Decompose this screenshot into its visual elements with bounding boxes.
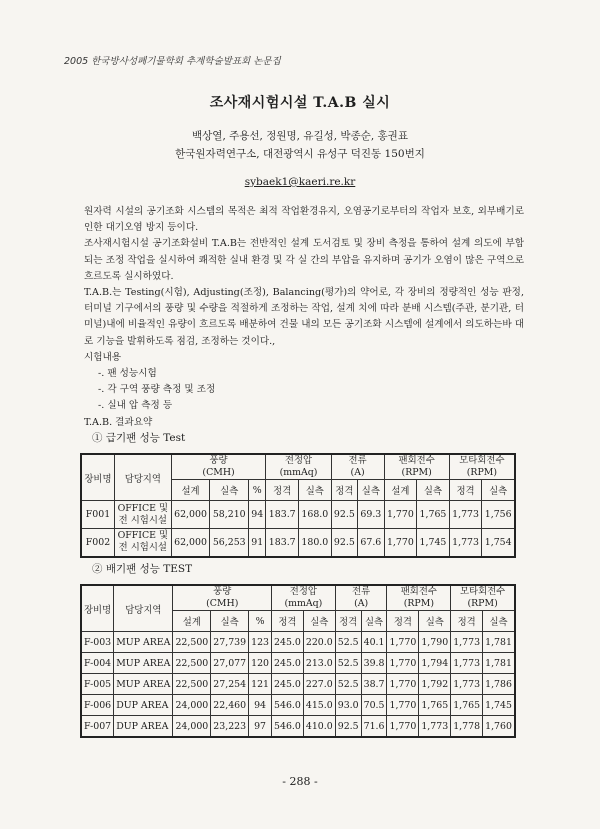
- subheader-design: 설계: [171, 480, 210, 501]
- cell-fan-design: 1,770: [384, 529, 417, 557]
- header-static-label: 전정압: [284, 455, 313, 466]
- header-static-unit: (mmAq): [284, 598, 323, 609]
- cell-fan-actual: 1,745: [417, 529, 450, 557]
- cell-zone: [114, 501, 171, 529]
- subheader-rated: 정격: [387, 611, 419, 632]
- test-contents-list: [84, 366, 524, 415]
- list-item: -. 실내 압 측정 등: [98, 400, 173, 412]
- subheader-actual: 실측: [361, 611, 387, 632]
- subheader-rated: 정격: [272, 611, 304, 632]
- cell-flow-actual: 58,210: [210, 501, 249, 529]
- cell-pct: 94: [249, 695, 272, 716]
- abstract-paragraph-3: T.A.B.는 Testing(시험), Adjusting(조정), Balancing(평가)의 약어로, 각 장비의 정량적인 성능 판정, 터미널 기구에서의 풍량 및 수량을 적절하게 조정하는 작업, 설계 치에 따라 분배 시스템(주관, 분기관, 터미널)내에 비율적인 유량이 흐르도록 배분하여 건물 내의 모든 공기조화 시스템에 설계에서 의도하는바 대로 기능을 발휘하도록 점검, 조정하는 것이다.,: [84, 287, 524, 347]
- list-item: -. 각 구역 풍량 측정 및 조정: [98, 384, 216, 396]
- cell-sp-actual: 168.0: [299, 501, 332, 529]
- subheader-actual: 실측: [358, 480, 384, 501]
- cell-cur-actual: 39.8: [361, 653, 387, 674]
- table-row: [81, 653, 515, 674]
- cell-fan-actual: 1,790: [419, 632, 451, 653]
- header-motor-rpm: [449, 454, 515, 480]
- cell-mot-rated: 1,773: [449, 501, 482, 529]
- header-fan-rpm: [387, 585, 451, 611]
- subheader-actual: 실측: [303, 611, 335, 632]
- cell-flow-design: 24,000: [173, 716, 211, 738]
- header-fan-rpm-unit: (RPM): [403, 598, 434, 609]
- header-current-label: 전류: [348, 455, 367, 466]
- paper-title: 조사재시험시설 T.A.B 실시: [209, 95, 391, 111]
- header-fan-rpm: [384, 454, 449, 480]
- test-contents-heading: 시험내용: [84, 351, 122, 363]
- author-list: 백상열, 주용선, 정원명, 유길성, 박종순, 홍권표: [192, 130, 408, 142]
- header-equip: 장비명: [81, 454, 114, 501]
- table-row: [81, 674, 515, 695]
- table-header-row: [81, 454, 515, 480]
- subheader-actual: 실측: [211, 611, 249, 632]
- cell-fan-actual: 1,765: [419, 695, 451, 716]
- table-row: [81, 632, 515, 653]
- list-item: -. 팬 성능시험: [98, 368, 157, 380]
- cell-cur-rated: 92.5: [331, 501, 357, 529]
- cell-cur-actual: 69.3: [358, 501, 384, 529]
- subheader-actual: 실측: [210, 480, 249, 501]
- cell-sp-rated: 183.7: [266, 501, 299, 529]
- header-motor-rpm-unit: (RPM): [467, 598, 498, 609]
- header-fan-rpm-label: 팬회전수: [398, 455, 435, 466]
- cell-flow-design: 24,000: [173, 695, 211, 716]
- cell-sp-rated: 183.7: [266, 529, 299, 557]
- header-motor-rpm-label: 모타회전수: [459, 586, 506, 597]
- cell-cur-actual: 40.1: [361, 632, 387, 653]
- subheader-pct: %: [249, 480, 266, 501]
- cell-sp-rated: 245.0: [272, 674, 304, 695]
- table-row: [81, 716, 515, 738]
- header-flow-unit: (CMH): [206, 598, 239, 609]
- cell-sp-actual: 180.0: [299, 529, 332, 557]
- cell-cur-rated: 93.0: [335, 695, 361, 716]
- table-row: [81, 695, 515, 716]
- cell-zone: DUP AREA: [114, 695, 173, 716]
- author-email: sybaek1@kaeri.re.kr: [244, 176, 356, 188]
- cell-cur-actual: 71.6: [361, 716, 387, 738]
- cell-zone: MUP AREA: [114, 674, 173, 695]
- cell-equip: F-005: [81, 674, 114, 695]
- cell-cur-rated: 52.5: [335, 653, 361, 674]
- cell-mot-actual: 1,786: [483, 674, 515, 695]
- subheader-pct: %: [249, 611, 272, 632]
- cell-mot-actual: 1,756: [482, 501, 515, 529]
- header-flow: [173, 585, 272, 611]
- header-flow-label: 풍량: [213, 586, 232, 597]
- cell-mot-rated: 1,778: [451, 716, 483, 738]
- exhaust-fan-table-body: [81, 632, 515, 738]
- subheader-actual: 실측: [299, 480, 332, 501]
- cell-equip: F002: [81, 529, 114, 557]
- cell-mot-actual: 1,745: [483, 695, 515, 716]
- cell-sp-actual: 410.0: [303, 716, 335, 738]
- cell-cur-rated: 92.5: [331, 529, 357, 557]
- cell-mot-rated: 1,773: [451, 632, 483, 653]
- page-number: - 288 -: [282, 775, 318, 788]
- cell-sp-actual: 415.0: [303, 695, 335, 716]
- table-row: [81, 501, 515, 529]
- subheader-actual: 실측: [419, 611, 451, 632]
- cell-sp-actual: 213.0: [303, 653, 335, 674]
- abstract-paragraph-2: 조사재시험시설 공기조화설비 T.A.B는 전반적인 설계 도서검토 및 장비 측정을 통하여 설계 의도에 부합되는 조정 작업을 실시하여 쾌적한 실내 환경 및 각 실 간의 부압을 유지하며 공기가 오염이 많은 구역으로 흐르도록 실시하였다.: [84, 238, 524, 282]
- cell-zone: DUP AREA: [114, 716, 173, 738]
- cell-cur-actual: 38.7: [361, 674, 387, 695]
- cell-mot-actual: 1,760: [483, 716, 515, 738]
- abstract-paragraph-1: 원자력 시설의 공기조화 시스템의 목적은 최적 작업환경유지, 오염공기로부터의 작업자 보호, 외부배기로 인한 대기오염 방지 등이다.: [84, 206, 524, 234]
- cell-zone: MUP AREA: [114, 632, 173, 653]
- cell-equip: F-003: [81, 632, 114, 653]
- header-current-unit: (A): [350, 467, 365, 478]
- cell-flow-design: 62,000: [171, 501, 210, 529]
- cell-cur-rated: 52.5: [335, 632, 361, 653]
- cell-fan-design: 1,770: [387, 632, 419, 653]
- cell-equip: F-004: [81, 653, 114, 674]
- cell-sp-actual: 227.0: [303, 674, 335, 695]
- cell-sp-rated: 546.0: [272, 716, 304, 738]
- header-current-label: 전류: [352, 586, 371, 597]
- cell-equip: F-006: [81, 695, 114, 716]
- subheader-rated: 정격: [331, 480, 357, 501]
- header-fan-rpm-label: 팬회전수: [400, 586, 437, 597]
- subheader-design: 설계: [173, 611, 211, 632]
- header-static: [272, 585, 336, 611]
- cell-mot-actual: 1,781: [483, 653, 515, 674]
- cell-zone-line1: OFFICE 및: [117, 530, 169, 542]
- cell-pct: 94: [249, 501, 266, 529]
- header-static-unit: (mmAq): [279, 467, 318, 478]
- header-current: [331, 454, 384, 480]
- cell-pct: 120: [249, 653, 272, 674]
- cell-mot-rated: 1,773: [449, 529, 482, 557]
- cell-flow-design: 22,500: [173, 632, 211, 653]
- cell-cur-actual: 70.5: [361, 695, 387, 716]
- cell-mot-rated: 1,765: [451, 695, 483, 716]
- cell-equip: F001: [81, 501, 114, 529]
- header-equip: 장비명: [81, 585, 114, 632]
- cell-flow-design: 22,500: [173, 653, 211, 674]
- subheader-rated: 정격: [266, 480, 299, 501]
- cell-zone-line2: 전 시험시설: [118, 514, 167, 526]
- exhaust-fan-table: [80, 584, 516, 738]
- cell-zone: MUP AREA: [114, 653, 173, 674]
- header-motor-rpm-unit: (RPM): [466, 467, 498, 478]
- header-flow: [171, 454, 266, 480]
- cell-fan-actual: 1,765: [417, 501, 450, 529]
- cell-flow-actual: 27,739: [211, 632, 249, 653]
- cell-pct: 121: [249, 674, 272, 695]
- cell-mot-rated: 1,773: [451, 674, 483, 695]
- cell-pct: 97: [249, 716, 272, 738]
- cell-pct: 123: [249, 632, 272, 653]
- header-flow-label: 풍량: [209, 455, 228, 466]
- cell-cur-rated: 92.5: [335, 716, 361, 738]
- cell-sp-rated: 245.0: [272, 632, 304, 653]
- table2-label: ② 배기팬 성능 TEST: [92, 563, 193, 575]
- table-row: [81, 529, 515, 557]
- header-flow-unit: (CMH): [202, 467, 235, 478]
- cell-mot-actual: 1,754: [482, 529, 515, 557]
- header-zone: 담당지역: [114, 585, 173, 632]
- cell-fan-design: 1,770: [387, 695, 419, 716]
- cell-mot-actual: 1,781: [483, 632, 515, 653]
- subheader-actual: 실측: [482, 480, 515, 501]
- cell-flow-actual: 27,254: [211, 674, 249, 695]
- results-summary-heading: T.A.B. 결과요약: [84, 416, 153, 428]
- cell-flow-design: 62,000: [171, 529, 210, 557]
- subheader-rated: 정격: [451, 611, 483, 632]
- header-current: [335, 585, 387, 611]
- header-static: [266, 454, 331, 480]
- header-current-unit: (A): [354, 598, 369, 609]
- cell-flow-actual: 56,253: [210, 529, 249, 557]
- subheader-rated: 정격: [449, 480, 482, 501]
- cell-zone-line1: OFFICE 및: [117, 502, 169, 514]
- cell-equip: F-007: [81, 716, 114, 738]
- cell-cur-rated: 52.5: [335, 674, 361, 695]
- header-static-label: 전정압: [289, 586, 317, 597]
- cell-fan-design: 1,770: [387, 653, 419, 674]
- cell-sp-actual: 220.0: [303, 632, 335, 653]
- cell-pct: 91: [249, 529, 266, 557]
- cell-fan-design: 1,770: [387, 674, 419, 695]
- cell-cur-actual: 67.6: [358, 529, 384, 557]
- table1-label: ① 급기팬 성능 Test: [92, 432, 186, 444]
- header-fan-rpm-unit: (RPM): [401, 467, 432, 478]
- cell-fan-actual: 1,792: [419, 674, 451, 695]
- supply-fan-table: [80, 453, 516, 558]
- cell-fan-design: 1,770: [384, 501, 417, 529]
- header-zone: 담당지역: [114, 454, 171, 501]
- cell-fan-actual: 1,773: [419, 716, 451, 738]
- table-header-row: [81, 585, 515, 611]
- subheader-actual: 실측: [483, 611, 515, 632]
- subheader-rated: 정격: [335, 611, 361, 632]
- cell-zone-line2: 전 시험시설: [118, 542, 167, 554]
- abstract: [84, 204, 524, 431]
- cell-sp-rated: 245.0: [272, 653, 304, 674]
- cell-sp-rated: 546.0: [272, 695, 304, 716]
- affiliation: 한국원자력연구소, 대전광역시 유성구 덕진동 150번지: [175, 148, 425, 160]
- cell-flow-actual: 23,223: [211, 716, 249, 738]
- cell-fan-actual: 1,794: [419, 653, 451, 674]
- subheader-actual: 실측: [417, 480, 450, 501]
- running-head: 2005 한국방사성폐기물학회 추계학술발표회 논문집: [64, 56, 281, 67]
- header-motor-rpm: [451, 585, 515, 611]
- cell-flow-actual: 27,077: [211, 653, 249, 674]
- subheader-design: 설계: [384, 480, 417, 501]
- cell-mot-rated: 1,773: [451, 653, 483, 674]
- header-motor-rpm-label: 모타회전수: [459, 455, 505, 466]
- cell-zone: [114, 529, 171, 557]
- cell-flow-design: 22,500: [173, 674, 211, 695]
- cell-fan-design: 1,770: [387, 716, 419, 738]
- cell-flow-actual: 22,460: [211, 695, 249, 716]
